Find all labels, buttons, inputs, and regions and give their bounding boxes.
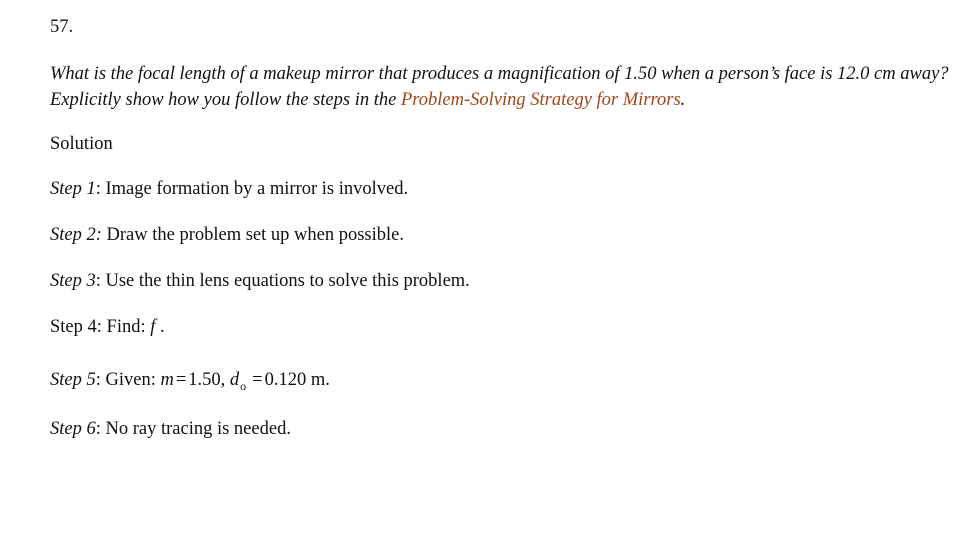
problem-number: 57. — [50, 17, 74, 37]
solution-heading: Solution — [50, 134, 113, 154]
step-4 — [50, 316, 165, 338]
step-5-label: Step 5 — [50, 370, 96, 390]
step-3-label: Step 3 — [50, 271, 96, 291]
equals-sign-1: = — [175, 370, 187, 390]
focal-length-symbol: f — [150, 317, 156, 337]
step-5-equation — [160, 370, 326, 393]
question-part1: What is the focal length of a makeup mirror that produces a magnification of 1.50 when a person’s face is 12.0 cm away? Explicitly show how you follow the steps in the — [50, 64, 949, 110]
object-distance-subscript: o — [240, 379, 247, 393]
question-part2: . — [680, 90, 686, 110]
step-6-text: : No ray tracing is needed. — [95, 419, 291, 439]
object-distance-symbol: d — [229, 370, 240, 390]
step-6 — [50, 418, 291, 440]
question-text — [50, 61, 955, 113]
step-5-given-prefix: : Given: — [95, 370, 161, 390]
magnification-symbol: m — [160, 370, 174, 390]
step-5 — [50, 369, 330, 392]
strategy-link[interactable]: Problem-Solving Strategy for Mirrors — [400, 90, 681, 110]
step-2-label: Step 2: — [50, 225, 102, 245]
step-2-text: Draw the problem set up when possible. — [101, 225, 404, 245]
object-distance-value: 0.120 m — [264, 370, 326, 390]
step-1-text: : Image formation by a mirror is involved. — [95, 179, 409, 199]
step-5-end: . — [325, 370, 330, 390]
magnification-value: 1.50, — [188, 370, 230, 390]
step-4-end: . — [155, 317, 165, 337]
step-6-label: Step 6 — [50, 419, 96, 439]
step-3 — [50, 270, 470, 292]
step-1 — [50, 178, 408, 200]
equals-sign-2: = — [252, 370, 263, 390]
step-2 — [50, 224, 404, 246]
step-3-text: : Use the thin lens equations to solve this problem. — [95, 271, 470, 291]
step-4-label: Step 4: Find: — [50, 317, 151, 337]
step-1-label: Step 1 — [50, 179, 96, 199]
